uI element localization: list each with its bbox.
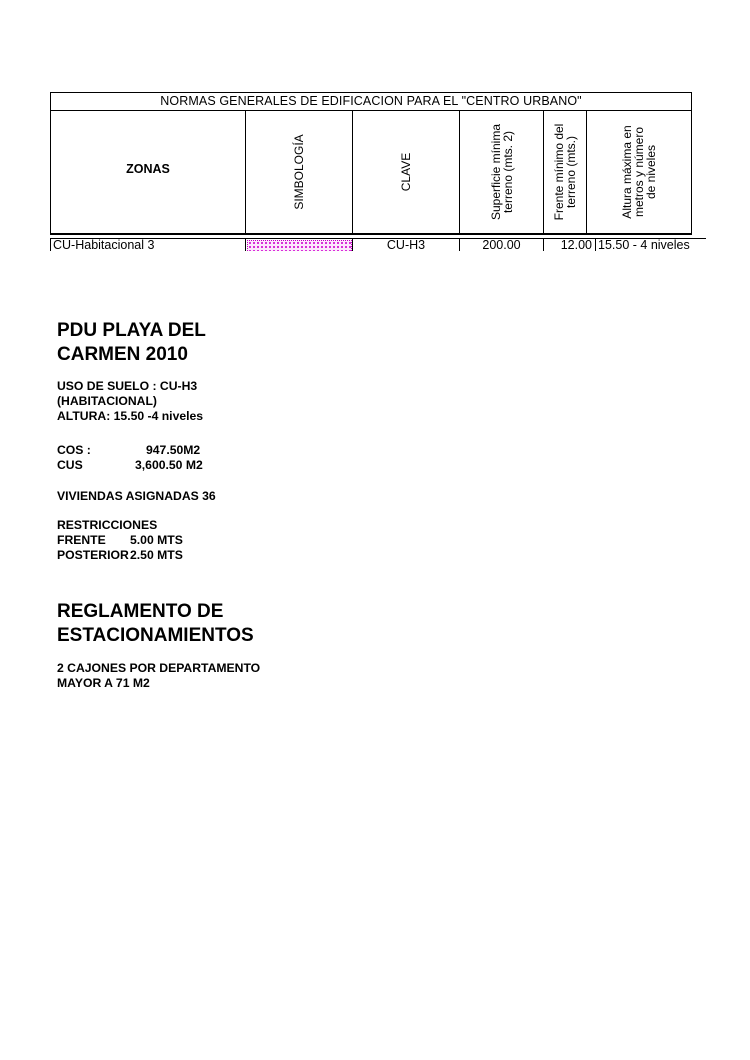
posterior-value: 2.50 MTS: [130, 548, 183, 562]
header-clave: [353, 111, 460, 233]
posterior-row: [57, 548, 183, 563]
header-altura-label: [621, 125, 657, 218]
reglamento-heading-line1: REGLAMENTO DE: [57, 601, 224, 622]
altura-line: ALTURA: 15.50 -4 niveles: [57, 409, 204, 423]
cos-cus-block: [57, 443, 203, 473]
reglamento-heading-line2: ESTACIONAMIENTOS: [57, 625, 254, 646]
header-altura-line1: Altura máxima en: [620, 125, 634, 219]
header-frente-label: [553, 124, 577, 221]
cell-altura: 15.50 - 4 niveles: [596, 238, 706, 251]
header-superficie: [460, 111, 544, 233]
table-title: NORMAS GENERALES DE EDIFICACION PARA EL "CENTRO URBANO": [51, 93, 691, 111]
uso-suelo-block: [57, 379, 203, 424]
table-data-row-wrapper: [50, 238, 706, 251]
cus-label: CUS: [57, 458, 83, 472]
pdu-section: [57, 319, 206, 367]
header-superficie-line2: terreno (mts. 2): [500, 130, 515, 214]
header-altura: [587, 111, 691, 233]
viviendas-line: VIVIENDAS ASIGNADAS 36: [57, 489, 216, 503]
header-altura-line3: de niveles: [644, 144, 658, 200]
table-row: [50, 238, 706, 251]
cell-frente: 12.00: [544, 238, 596, 251]
cos-label: COS :: [57, 443, 91, 457]
cell-clave: CU-H3: [353, 238, 460, 251]
uso-suelo-line: USO DE SUELO : CU-H3: [57, 379, 198, 393]
header-superficie-label: [490, 124, 514, 220]
frente-row: [57, 533, 183, 548]
header-superficie-line1: Superficie mínima: [488, 123, 503, 221]
header-zonas: ZONAS: [51, 111, 246, 233]
restricciones-title: RESTRICCIONES: [57, 518, 158, 532]
cell-zona: CU-Habitacional 3: [50, 238, 246, 251]
restricciones-block: [57, 518, 183, 563]
header-frente-line2: terreno (mts.): [564, 135, 578, 209]
header-simbologia: [246, 111, 353, 233]
pdu-heading-line1: PDU PLAYA DEL: [57, 320, 206, 341]
cos-value: 947.50M2: [146, 443, 201, 457]
cell-superficie: 200.00: [460, 238, 544, 251]
reglamento-section: [57, 600, 254, 648]
cus-value: 3,600.50 M2: [135, 458, 203, 472]
cajones-line2: MAYOR A 71 M2: [57, 676, 150, 690]
building-norms-table: [50, 92, 692, 235]
zone-pattern-swatch: [247, 240, 352, 251]
header-clave-label: CLAVE: [399, 152, 413, 192]
table-header-row: [51, 111, 691, 234]
cus-row: [57, 458, 203, 473]
header-frente: [544, 111, 587, 233]
cell-simbologia: [246, 238, 353, 251]
header-simbologia-label: SIMBOLOGÍA: [292, 134, 306, 210]
frente-label: FRENTE: [57, 533, 106, 547]
cajones-line1: 2 CAJONES POR DEPARTAMENTO: [57, 661, 261, 675]
cajones-block: [57, 661, 260, 691]
frente-value: 5.00 MTS: [130, 533, 183, 547]
habitacional-line: (HABITACIONAL): [57, 394, 157, 408]
header-frente-line1: Frente mínimo del: [552, 123, 566, 221]
posterior-label: POSTERIOR: [57, 548, 129, 562]
cos-row: [57, 443, 203, 458]
pdu-heading-line2: CARMEN 2010: [57, 344, 188, 365]
header-altura-line2: metros y número: [632, 126, 646, 218]
